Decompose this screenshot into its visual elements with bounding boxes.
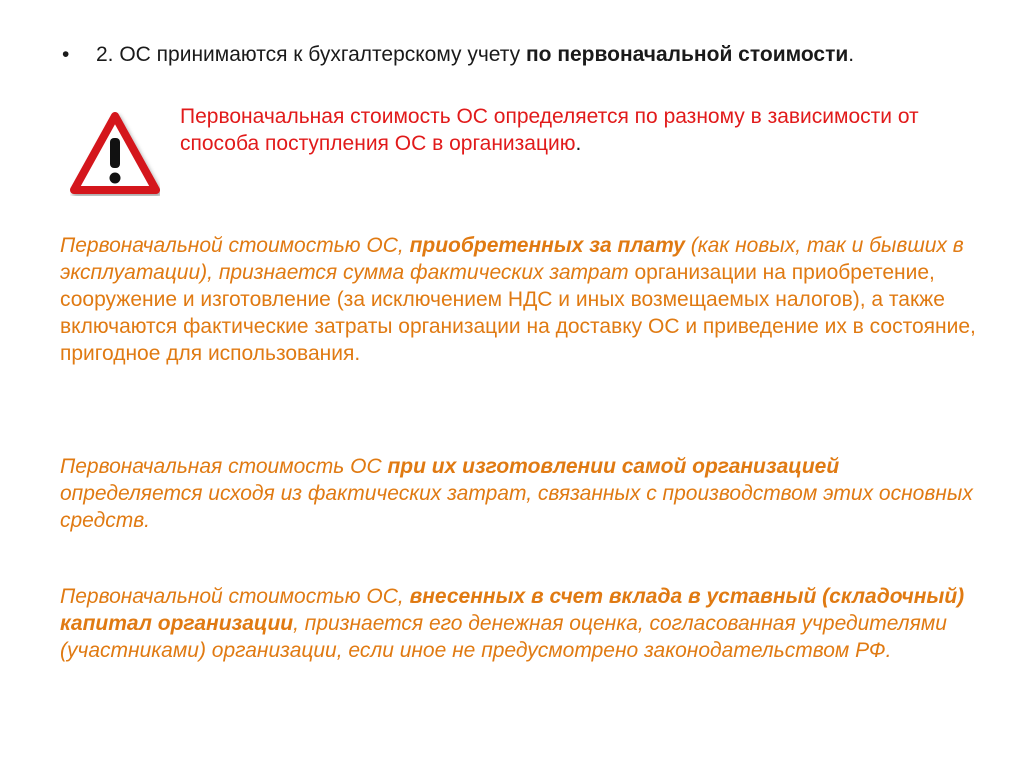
p2-seg-1: при их изготовлении самой организацией <box>387 455 840 478</box>
p2-seg-0: Первоначальная стоимость ОС <box>60 455 388 478</box>
bullet-marker: • <box>62 43 70 66</box>
warning-note <box>180 103 940 157</box>
bullet-text-main: 2. ОС принимаются к бухгалтерскому учету <box>96 43 526 66</box>
p1-seg-2: (как новых, так и бывших в эксплуатации), признается сумма фактических затрат <box>60 234 964 284</box>
paragraph-contributed <box>60 583 980 664</box>
paragraph-self-made <box>60 453 980 534</box>
bullet-text <box>96 42 916 68</box>
bullet-text-tail: . <box>848 43 855 66</box>
warning-note-period: . <box>575 132 582 155</box>
p1-seg-1: приобретенных за плату <box>409 234 685 257</box>
warning-note-text: Первоначальная стоимость ОС определяется по разному в зависимости от способа поступления ОС в организацию <box>180 105 919 155</box>
p2-seg-2: определяется исходя из фактических затрат, связанных с производством этих основных средств. <box>60 482 973 532</box>
paragraph-purchased <box>60 232 980 367</box>
p1-seg-0: Первоначальной стоимостью ОС, <box>60 234 410 257</box>
warning-triangle-icon <box>70 112 160 196</box>
p3-seg-1: внесенных в счет вклада в уставный (складочный) капитал организации <box>60 585 965 635</box>
bullet-text-bold: по первоначальной стоимости <box>525 43 849 66</box>
p3-seg-2: , признается его денежная оценка, согласованная учредителями (участниками) организации, если иное не предусмотрено законодательством РФ. <box>60 612 947 662</box>
p3-seg-0: Первоначальной стоимостью ОС, <box>60 585 410 608</box>
p1-seg-3: организации на приобретение, сооружение и изготовление (за исключением НДС и иных возмещаемых налогов), а также включаются фактические затраты организации на доставку ОС и приведение их в состояние, пригодное для использования. <box>60 261 976 365</box>
